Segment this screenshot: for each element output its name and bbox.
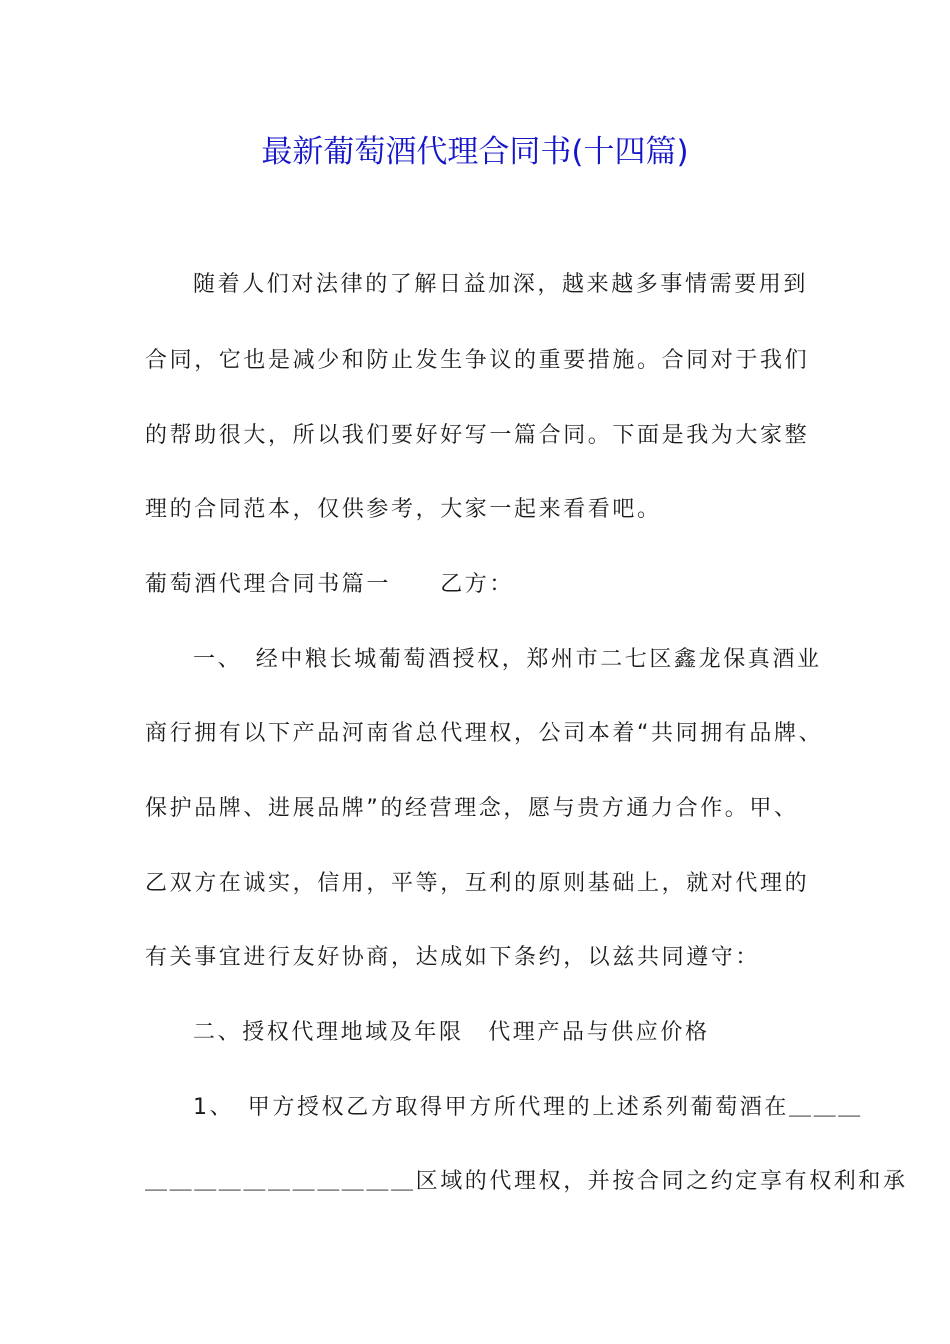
section-heading: 葡萄酒代理合同书篇一 乙方： — [145, 572, 515, 597]
paragraph-line: 二、授权代理地域及年限 代理产品与供应价格 — [193, 1020, 710, 1045]
paragraph-line: ＿＿＿＿＿＿＿＿＿＿＿区域的代理权，并按合同之约定享有权利和承 — [145, 1169, 908, 1194]
paragraph-line: 的帮助很大，所以我们要好好写一篇合同。下面是我为大家整 — [145, 423, 810, 448]
paragraph-line: 商行拥有以下产品河南省总代理权，公司本着“共同拥有品牌、 — [145, 721, 824, 746]
paragraph-line: 理的合同范本，仅供参考，大家一起来看看吧。 — [145, 497, 662, 522]
document-title: 最新葡萄酒代理合同书(十四篇) — [261, 134, 689, 170]
paragraph-line: 随着人们对法律的了解日益加深，越来越多事情需要用到 — [193, 272, 809, 297]
paragraph-line: 保护品牌、进展品牌”的经营理念，愿与贵方通力合作。甲、 — [145, 796, 799, 821]
paragraph-line: 一、 经中粮长城葡萄酒授权，郑州市二七区鑫龙保真酒业 — [193, 647, 822, 672]
paragraph-line: 乙双方在诚实，信用，平等，互利的原则基础上，就对代理的 — [145, 871, 810, 896]
paragraph-line: 有关事宜进行友好协商，达成如下条约，以兹共同遵守： — [145, 945, 761, 970]
paragraph-line: 合同，它也是减少和防止发生争议的重要措施。合同对于我们 — [145, 348, 810, 373]
paragraph-line: 1、 甲方授权乙方取得甲方所代理的上述系列葡萄酒在＿＿＿ — [193, 1095, 863, 1120]
